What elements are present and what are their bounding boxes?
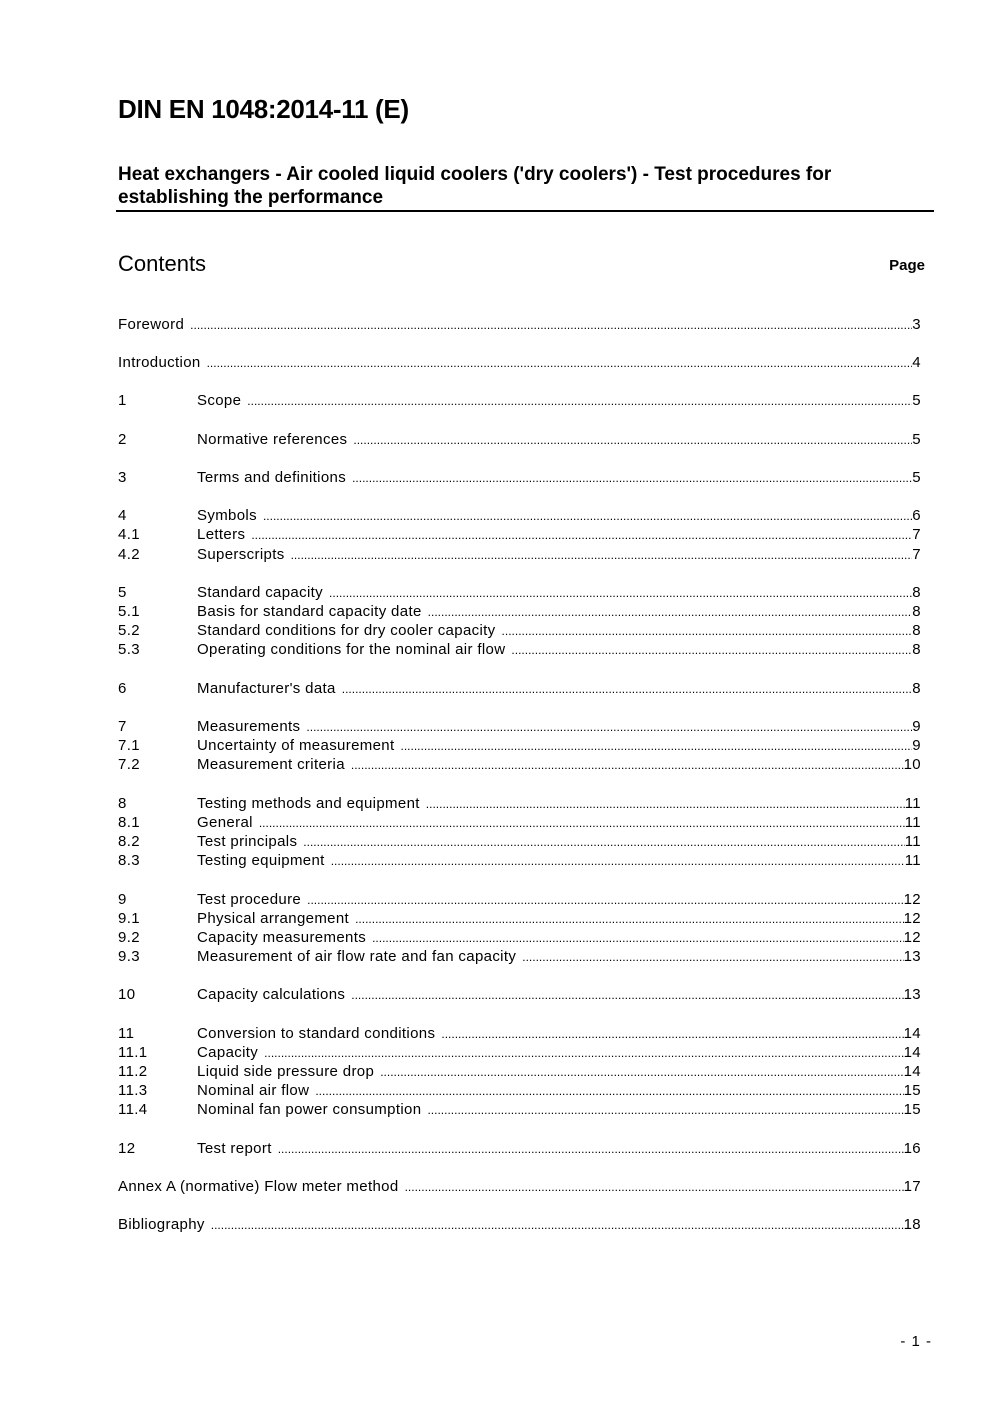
toc-entry-number: 2	[118, 431, 127, 448]
toc-entry-number: 9.1	[118, 910, 140, 927]
toc-entry-title: Foreword	[118, 316, 185, 333]
toc-entry-10[interactable]	[118, 986, 921, 1005]
toc-leader-dots	[405, 1180, 904, 1194]
toc-entry-title: Introduction	[118, 354, 201, 371]
toc-entry-title: Test report	[197, 1140, 272, 1157]
toc-leader-dots	[352, 471, 912, 485]
toc-entry-11-3[interactable]	[118, 1082, 921, 1101]
toc-leader-dots	[291, 548, 913, 562]
toc-entry-11-4[interactable]	[118, 1101, 921, 1120]
toc-entry-title: Basis for standard capacity date	[197, 603, 422, 620]
toc-entry-11-2[interactable]	[118, 1063, 921, 1082]
toc-entry-5-3[interactable]	[118, 641, 921, 660]
toc-leader-dots	[315, 1084, 903, 1098]
toc-entry-annex-a[interactable]	[118, 1178, 921, 1197]
toc-entry-page: 10	[903, 756, 921, 773]
toc-leader-dots	[351, 988, 903, 1002]
toc-entry-9-1[interactable]	[118, 910, 921, 929]
toc-entry-9-3[interactable]	[118, 948, 921, 967]
toc-entry-page: 13	[903, 948, 921, 965]
toc-entry-8-3[interactable]	[118, 852, 921, 871]
toc-entry-8[interactable]	[118, 795, 921, 814]
toc-entry-number: 8	[118, 795, 127, 812]
toc-entry-number: 5.3	[118, 641, 140, 658]
toc-entry-page: 18	[903, 1216, 921, 1233]
toc-entry-number: 5.2	[118, 622, 140, 639]
toc-entry-page: 8	[912, 622, 921, 639]
toc-entry-page: 5	[912, 469, 921, 486]
toc-entry-page: 5	[912, 431, 921, 448]
toc-entry-title: Capacity	[197, 1044, 259, 1061]
toc-entry-page: 17	[903, 1178, 921, 1195]
toc-entry-number: 11.4	[118, 1101, 148, 1118]
toc-entry-foreword[interactable]	[118, 316, 921, 335]
toc-entry-title: Liquid side pressure drop	[197, 1063, 375, 1080]
toc-entry-3[interactable]	[118, 469, 921, 488]
toc-entry-page: 8	[912, 680, 921, 697]
toc-entry-12[interactable]	[118, 1140, 921, 1159]
toc-leader-dots	[264, 1046, 903, 1060]
toc-entry-number: 4.1	[118, 526, 140, 543]
toc-leader-dots	[259, 816, 905, 830]
toc-entry-title: Symbols	[197, 507, 257, 524]
toc-entry-page: 8	[912, 641, 921, 658]
toc-entry-title: Normative references	[197, 431, 348, 448]
toc-entry-title: Nominal air flow	[197, 1082, 310, 1099]
toc-entry-number: 12	[118, 1140, 136, 1157]
toc-entry-page: 8	[912, 584, 921, 601]
toc-entry-title: Terms and definitions	[197, 469, 347, 486]
toc-leader-dots	[428, 605, 913, 619]
page-number: - 1 -	[900, 1333, 932, 1350]
toc-leader-dots	[307, 893, 903, 907]
toc-entry-title: Letters	[197, 526, 246, 543]
toc-entry-number: 9.2	[118, 929, 140, 946]
toc-entry-page: 15	[903, 1082, 921, 1099]
document-id: DIN EN 1048:2014-11 (E)	[118, 94, 409, 124]
toc-leader-dots	[511, 643, 912, 657]
toc-leader-dots	[303, 835, 904, 849]
toc-entry-number: 7	[118, 718, 127, 735]
toc-entry-number: 9	[118, 891, 127, 908]
toc-entry-5[interactable]	[118, 584, 921, 603]
toc-leader-dots	[355, 912, 904, 926]
toc-entry-title: Measurement criteria	[197, 756, 345, 773]
toc-entry-page: 12	[903, 891, 921, 908]
toc-leader-dots	[263, 509, 912, 523]
toc-entry-title: Superscripts	[197, 546, 285, 563]
toc-entry-bibliography[interactable]	[118, 1216, 921, 1235]
toc-leader-dots	[329, 586, 912, 600]
toc-entry-title: Bibliography	[118, 1216, 205, 1233]
toc-entry-page: 12	[903, 929, 921, 946]
toc-entry-6[interactable]	[118, 680, 921, 699]
toc-leader-dots	[351, 758, 904, 772]
toc-entry-4-2[interactable]	[118, 546, 921, 565]
toc-leader-dots	[426, 797, 905, 811]
toc-leader-dots	[427, 1103, 903, 1117]
toc-entry-page: 3	[912, 316, 921, 333]
toc-entry-9-2[interactable]	[118, 929, 921, 948]
toc-entry-7-1[interactable]	[118, 737, 921, 756]
toc-entry-title: Manufacturer's data	[197, 680, 336, 697]
toc-entry-number: 5	[118, 584, 127, 601]
toc-entry-page: 11	[904, 833, 921, 850]
toc-entry-title: Measurement of air flow rate and fan capacity	[197, 948, 517, 965]
toc-entry-page: 7	[912, 546, 921, 563]
toc-leader-dots	[251, 528, 912, 542]
toc-entry-number: 11.3	[118, 1082, 148, 1099]
toc-leader-dots	[342, 682, 913, 696]
toc-entry-title: Testing methods and equipment	[197, 795, 420, 812]
toc-leader-dots	[207, 356, 913, 370]
toc-entry-page: 11	[904, 852, 921, 869]
toc-entry-title: Measurements	[197, 718, 301, 735]
toc-entry-number: 7.1	[118, 737, 140, 754]
toc-entry-number: 8.3	[118, 852, 140, 869]
document-title: Heat exchangers - Air cooled liquid coolers ('dry coolers') - Test procedures for establishing the performance	[118, 164, 832, 208]
toc-entry-number: 11	[118, 1025, 135, 1042]
toc-entry-title: Capacity measurements	[197, 929, 367, 946]
toc-entry-title: Conversion to standard conditions	[197, 1025, 436, 1042]
toc-leader-dots	[502, 624, 913, 638]
toc-leader-dots	[522, 950, 903, 964]
toc-entry-4-1[interactable]	[118, 526, 921, 545]
toc-entry-page: 15	[903, 1101, 921, 1118]
toc-entry-page: 5	[912, 392, 921, 409]
toc-entry-5-2[interactable]	[118, 622, 921, 641]
toc-entry-2[interactable]	[118, 431, 921, 450]
toc-entry-page: 14	[903, 1063, 921, 1080]
toc-entry-page: 13	[903, 986, 921, 1003]
toc-entry-title: General	[197, 814, 253, 831]
toc-entry-number: 3	[118, 469, 127, 486]
toc-entry-9[interactable]	[118, 891, 921, 910]
toc-entry-title: Test principals	[197, 833, 298, 850]
toc-entry-number: 11.1	[118, 1044, 148, 1061]
toc-entry-title: Test procedure	[197, 891, 302, 908]
toc-leader-dots	[190, 318, 912, 332]
toc-entry-number: 4.2	[118, 546, 140, 563]
toc-entry-page: 11	[904, 814, 921, 831]
toc-entry-number: 5.1	[118, 603, 140, 620]
toc-entry-8-1[interactable]	[118, 814, 921, 833]
toc-entry-title: Operating conditions for the nominal air flow	[197, 641, 506, 658]
toc-entry-title: Nominal fan power consumption	[197, 1101, 422, 1118]
toc-leader-dots	[278, 1142, 904, 1156]
toc-entry-7-2[interactable]	[118, 756, 921, 775]
toc-entry-page: 12	[903, 910, 921, 927]
toc-entry-page: 7	[912, 526, 921, 543]
toc-entry-11[interactable]	[118, 1025, 921, 1044]
toc-leader-dots	[306, 720, 912, 734]
contents-heading: Contents	[118, 251, 207, 276]
toc-entry-8-2[interactable]	[118, 833, 921, 852]
toc-leader-dots	[247, 394, 912, 408]
toc-entry-title: Testing equipment	[197, 852, 325, 869]
toc-entry-title: Standard capacity	[197, 584, 324, 601]
toc-entry-page: 14	[903, 1044, 921, 1061]
toc-entry-7[interactable]	[118, 718, 921, 737]
toc-entry-title: Scope	[197, 392, 242, 409]
toc-entry-title: Standard conditions for dry cooler capacity	[197, 622, 496, 639]
toc-leader-dots	[353, 433, 912, 447]
toc-entry-title: Capacity calculations	[197, 986, 346, 1003]
toc-entry-number: 7.2	[118, 756, 140, 773]
toc-entry-5-1[interactable]	[118, 603, 921, 622]
toc-entry-page: 11	[904, 795, 921, 812]
toc-entry-page: 9	[912, 737, 921, 754]
toc-entry-page: 8	[912, 603, 921, 620]
toc-entry-number: 10	[118, 986, 136, 1003]
toc-leader-dots	[372, 931, 904, 945]
toc-leader-dots	[380, 1065, 903, 1079]
toc-entry-number: 6	[118, 680, 127, 697]
toc-leader-dots	[401, 739, 913, 753]
toc-entry-title: Uncertainty of measurement	[197, 737, 395, 754]
toc-entry-introduction[interactable]	[118, 354, 921, 373]
toc-entry-number: 1	[118, 392, 127, 409]
toc-leader-dots	[441, 1027, 903, 1041]
title-divider	[116, 210, 934, 212]
toc-entry-page: 16	[903, 1140, 921, 1157]
toc-entry-4[interactable]	[118, 507, 921, 526]
toc-entry-page: 6	[912, 507, 921, 524]
toc-entry-title: Annex A (normative) Flow meter method	[118, 1178, 399, 1195]
toc-entry-11-1[interactable]	[118, 1044, 921, 1063]
toc-entry-number: 4	[118, 507, 127, 524]
toc-entry-page: 4	[912, 354, 921, 371]
toc-entry-page: 14	[903, 1025, 921, 1042]
toc-entry-number: 11.2	[118, 1063, 148, 1080]
toc-entry-1[interactable]	[118, 392, 921, 411]
toc-entry-page: 9	[912, 718, 921, 735]
toc-leader-dots	[331, 854, 905, 868]
page-column-heading: Page	[889, 257, 925, 274]
toc-leader-dots	[211, 1218, 904, 1232]
toc-entry-number: 8.1	[118, 814, 140, 831]
toc-entry-title: Physical arrangement	[197, 910, 350, 927]
toc-entry-number: 8.2	[118, 833, 140, 850]
toc-entry-number: 9.3	[118, 948, 140, 965]
